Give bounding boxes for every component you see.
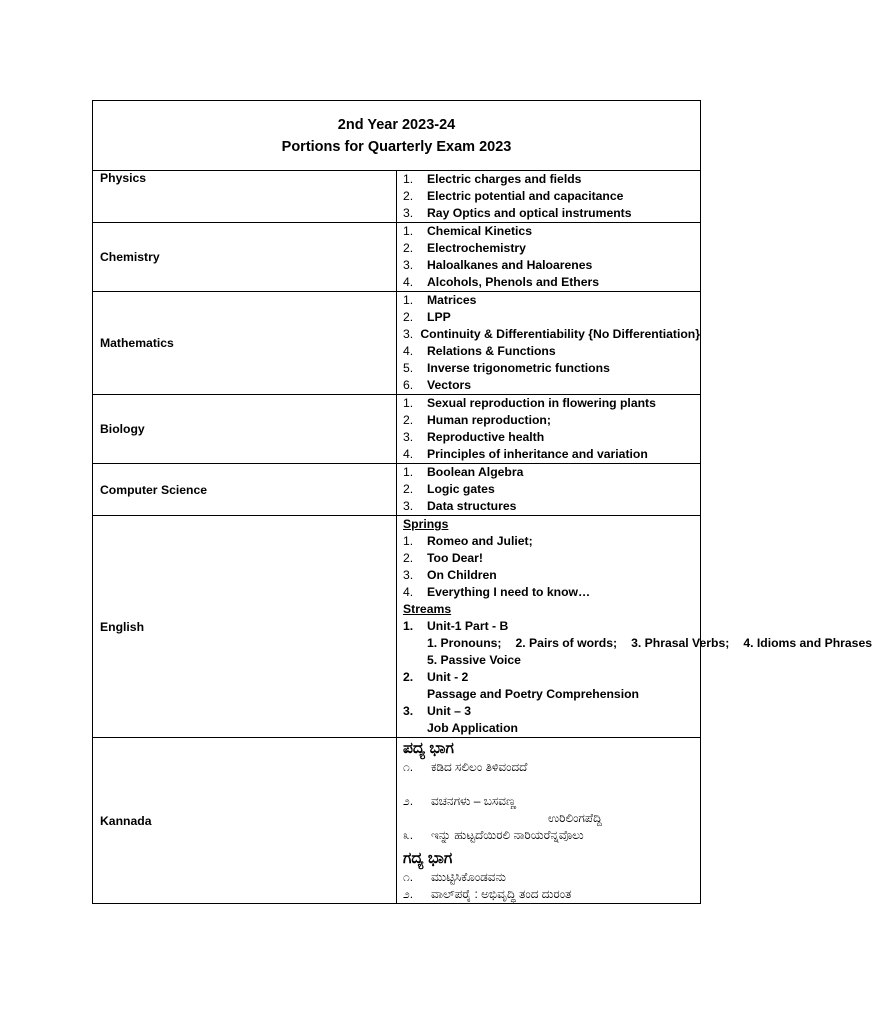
sub-item-list: 1. Pronouns; 2. Pairs of words; 3. Phrasal Verbs; 4. Idioms and Phrases: [427, 636, 872, 650]
subject-row-kannada: [93, 738, 701, 904]
subject-name: Physics: [93, 171, 397, 223]
sub-item: 5. Passive Voice: [427, 653, 521, 667]
list-item: 3. Continuity & Differentiability {No Differentiation}: [403, 327, 700, 341]
sub-item: Passage and Poetry Comprehension: [427, 687, 639, 701]
list-item: 3. Reproductive health: [403, 430, 545, 444]
list-item: ೧. ಕಡಿದ ಸಲಿಲಂ ತಿಳಿವಂದದೆ: [403, 760, 528, 774]
portions-table: [92, 100, 872, 904]
header-cell: [93, 101, 701, 171]
list-item: 2. Too Dear!: [403, 551, 483, 565]
list-item: 1. Unit-1 Part - B: [403, 619, 509, 633]
list-item: 1. Electric charges and fields: [403, 172, 582, 186]
list-item: 5. Inverse trigonometric functions: [403, 361, 610, 375]
list-item: 2. Unit - 2: [403, 670, 469, 684]
document-subtitle: Portions for Quarterly Exam 2023: [281, 138, 512, 155]
list-item: 4. Alcohols, Phenols and Ethers: [403, 275, 600, 289]
list-item: 1. Boolean Algebra: [403, 465, 524, 479]
topic-list: [397, 292, 701, 395]
subject-row-mathematics: [93, 292, 701, 395]
section-heading-gadya: ಗದ್ಯ ಭಾಗ: [403, 850, 453, 867]
list-item: 1. Matrices: [403, 293, 477, 307]
list-item: 1. Romeo and Juliet;: [403, 534, 533, 548]
list-item: 3. Haloalkanes and Haloarenes: [403, 258, 593, 272]
list-item: ೩. ಇನ್ನು ಹುಟ್ಟದೆಯಿರಲಿ ನಾರಿಯರೆನ್ನವೊಲು: [403, 828, 584, 842]
subject-row-physics: [93, 171, 701, 223]
list-item: 4. Principles of inheritance and variation: [403, 447, 648, 461]
list-item: 1. Sexual reproduction in flowering plants: [403, 396, 656, 410]
list-item: ೨. ವಾಲ್‌ಪರೈ : ಅಭಿವೃದ್ಧಿ ತಂದ ದುರಂತ: [403, 887, 572, 901]
document-title: 2nd Year 2023-24: [337, 116, 456, 133]
section-heading-padya: ಪದ್ಯ ಭಾಗ: [403, 740, 454, 757]
list-item: 4. Relations & Functions: [403, 344, 556, 358]
header-row: [93, 101, 701, 171]
topic-list: [397, 464, 701, 516]
list-item: 2. Human reproduction;: [403, 413, 551, 427]
section-heading-streams: Streams: [403, 602, 452, 616]
topic-list: [397, 738, 701, 904]
subject-row-chemistry: [93, 223, 701, 292]
subject-name: Biology: [93, 395, 397, 464]
sub-item: Job Application: [427, 721, 518, 735]
subject-row-biology: [93, 395, 701, 464]
list-item: ೧. ಮುಟ್ಟಿಸಿಕೊಂಡವನು: [403, 870, 506, 884]
topic-list: [397, 223, 701, 292]
subject-name: Mathematics: [93, 292, 397, 395]
list-item: 3. On Children: [403, 568, 497, 582]
list-item: 6. Vectors: [403, 378, 472, 392]
list-item: ಉರಿಲಿಂಗಪೆದ್ದಿ: [548, 811, 602, 825]
list-item: 3. Ray Optics and optical instruments: [403, 206, 632, 220]
topic-list: [397, 171, 701, 223]
list-item: ೨. ವಚನಗಳು – ಬಸವಣ್ಣ: [403, 794, 517, 808]
list-item: 4. Everything I need to know…: [403, 585, 591, 599]
section-heading-springs: Springs: [403, 517, 449, 531]
list-item: 2. Electric potential and capacitance: [403, 189, 624, 203]
list-item: 1. Chemical Kinetics: [403, 224, 532, 238]
list-item: 2. LPP: [403, 310, 451, 324]
topic-list: [397, 395, 701, 464]
list-item: 2. Electrochemistry: [403, 241, 526, 255]
topic-list: [397, 516, 872, 738]
subject-row-computer-science: [93, 464, 701, 516]
list-item: 3. Data structures: [403, 499, 517, 513]
list-item: 3. Unit – 3: [403, 704, 472, 718]
list-item: 2. Logic gates: [403, 482, 495, 496]
subject-name: Chemistry: [93, 223, 397, 292]
subject-name: English: [93, 516, 397, 738]
subject-row-english: [93, 516, 701, 738]
subject-name: Kannada: [93, 738, 397, 904]
subject-name: Computer Science: [93, 464, 397, 516]
